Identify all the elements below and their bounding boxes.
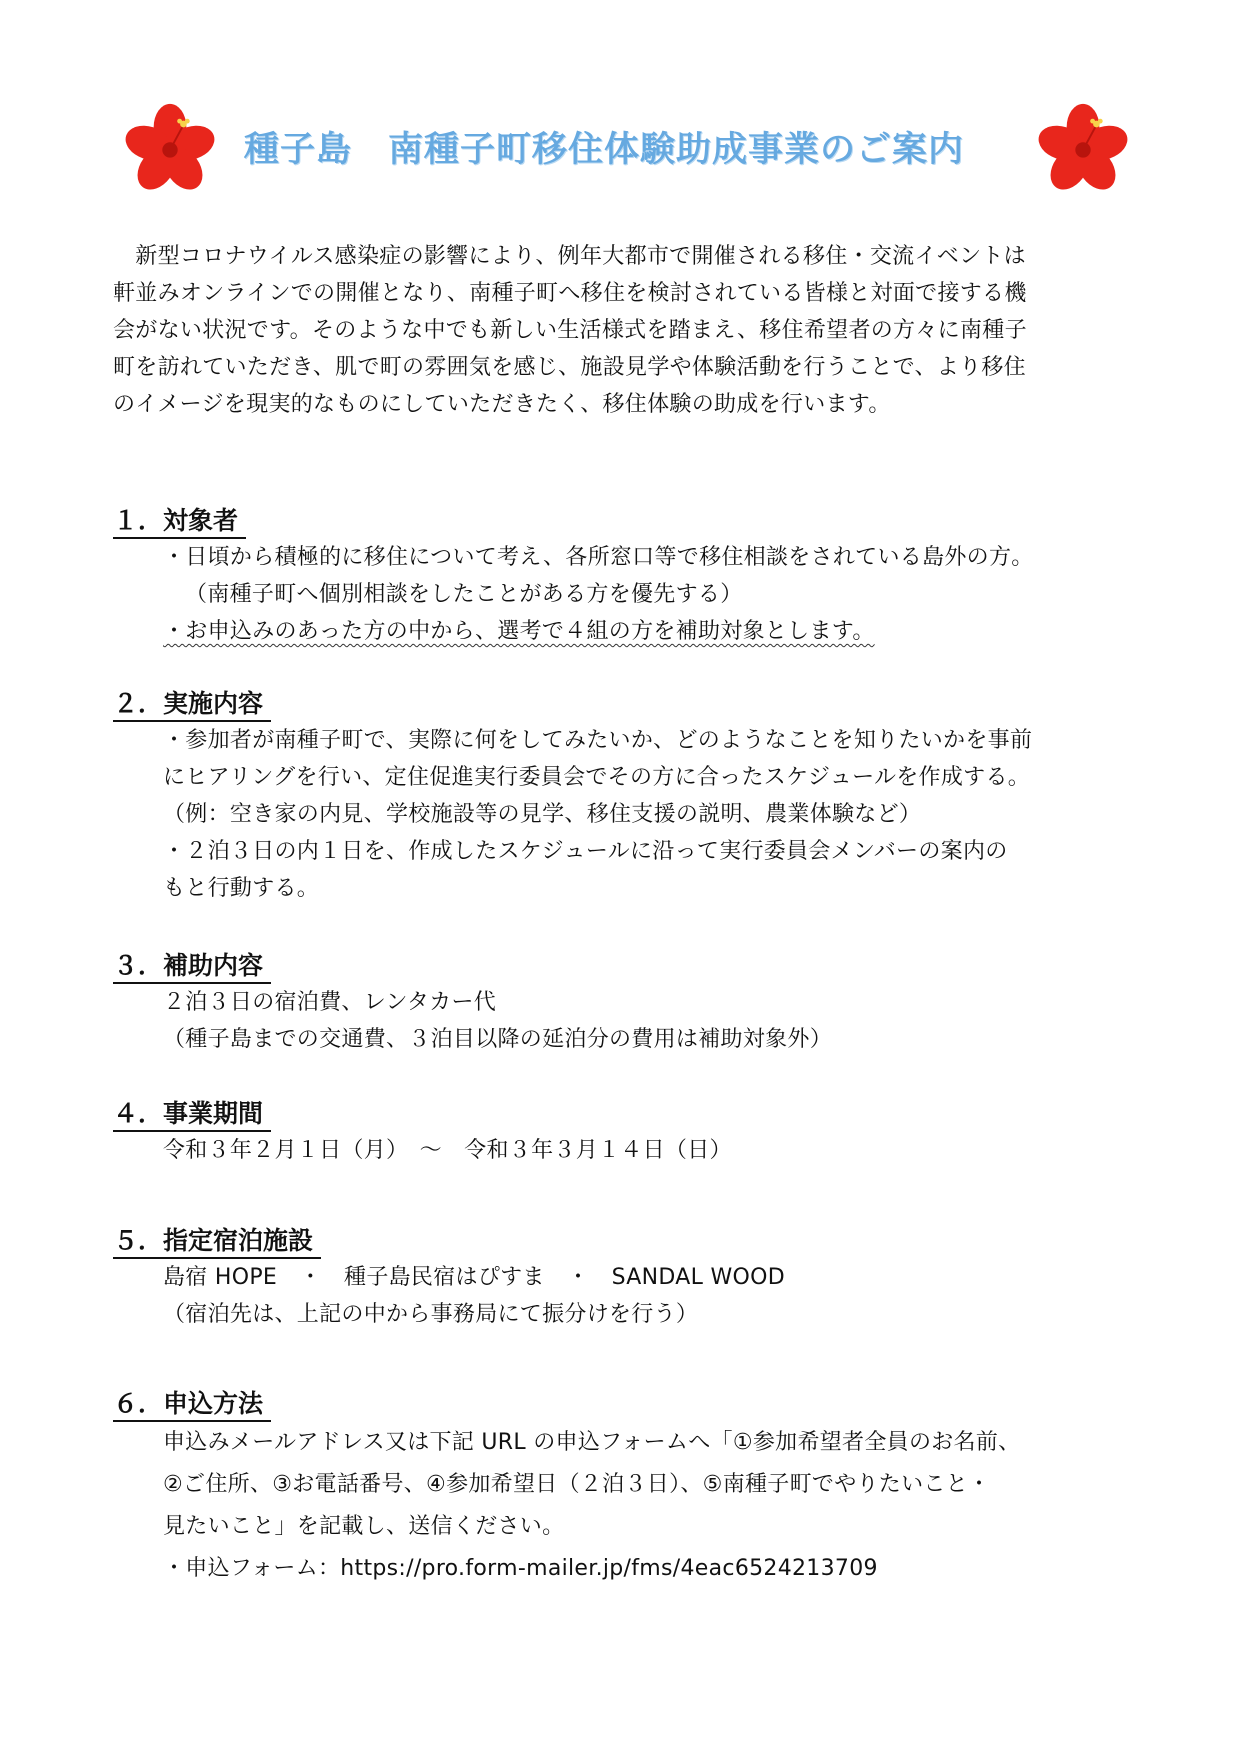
section-heading: １．対象者 [113, 505, 246, 539]
section-line: 令和３年２月１日（月） ～ 令和３年３月１４日（日） [163, 1138, 732, 1163]
section-line [113, 613, 1133, 650]
hibiscus-flower-icon [122, 100, 218, 196]
intro-line: のイメージを現実的なものにしていただきたく、移住体験の助成を行います。 [113, 392, 891, 417]
section-line: ・参加者が南種子町で、実際に何をしてみたいか、どのようなことを知りたいかを事前 [163, 728, 1033, 753]
section-heading: ６．申込方法 [113, 1388, 271, 1422]
section-line: もと行動する。 [163, 876, 320, 901]
section-lodging [113, 1225, 1133, 1333]
intro-line: 新型コロナウイルス感染症の影響により、例年大都市で開催される移住・交流イベントは [113, 244, 1026, 269]
intro-line: 軒並みオンラインでの開催となり、南種子町へ移住を検討されている皆様と対面で接する機 [113, 281, 1027, 306]
section-heading: ４．事業期間 [113, 1098, 271, 1132]
section-heading: ３．補助内容 [113, 950, 271, 984]
section-line: （宿泊先は、上記の中から事務局にて振分けを行う） [163, 1302, 699, 1327]
section-content [113, 688, 1133, 907]
section-target [113, 505, 1133, 650]
page-header [0, 100, 1240, 200]
section-line: 見たいこと」を記載し、送信ください。 [163, 1514, 565, 1539]
section-line: （南種子町へ個別相談をしたことがある方を優先する） [185, 582, 743, 607]
section-line: にヒアリングを行い、定住促進実行委員会でその方に合ったスケジュールを作成する。 [163, 765, 1031, 790]
page-title: 種子島 南種子町移住体験助成事業のご案内 [244, 130, 965, 170]
hibiscus-flower-icon [1035, 100, 1131, 196]
section-line: （種子島までの交通費、３泊目以降の延泊分の費用は補助対象外） [163, 1027, 833, 1052]
section-line: ・日頃から積極的に移住について考え、各所窓口等で移住相談をされている島外の方。 [163, 545, 1034, 570]
section-application [113, 1388, 1133, 1590]
section-line: 申込みメールアドレス又は下記 URL の申込フォームへ「①参加希望者全員のお名前、 [163, 1430, 1021, 1455]
section-line: ２泊３日の宿泊費、レンタカー代 [163, 990, 497, 1015]
section-period [113, 1098, 1133, 1169]
section-line: ②ご住所、③お電話番号、④参加希望日（２泊３日）、⑤南種子町でやりたいこと・ [163, 1472, 991, 1497]
section-line: （例：空き家の内見、学校施設等の見学、移住支援の説明、農業体験など） [163, 802, 922, 827]
form-url-link[interactable]: ・申込フォーム：https://pro.form-mailer.jp/fms/4eac6524213709 [163, 1556, 878, 1581]
intro-line: 町を訪れていただき、肌で町の雰囲気を感じ、施設見学や体験活動を行うことで、より移住 [113, 355, 1026, 380]
section-subsidy [113, 950, 1133, 1058]
intro-paragraph [113, 238, 1133, 423]
section-line: ・２泊３日の内１日を、作成したスケジュールに沿って実行委員会メンバーの案内の [163, 839, 1008, 864]
section-heading: ２．実施内容 [113, 688, 271, 722]
section-heading: ５．指定宿泊施設 [113, 1225, 321, 1259]
intro-line: 会がない状況です。そのような中でも新しい生活様式を踏まえ、移住希望者の方々に南種子 [113, 318, 1027, 343]
section-line: 島宿 HOPE ・ 種子島民宿はぴすま ・ SANDAL WOOD [163, 1265, 785, 1290]
underlined-text: ・お申込みのあった方の中から、選考で４組の方を補助対象とします。 [163, 619, 875, 644]
